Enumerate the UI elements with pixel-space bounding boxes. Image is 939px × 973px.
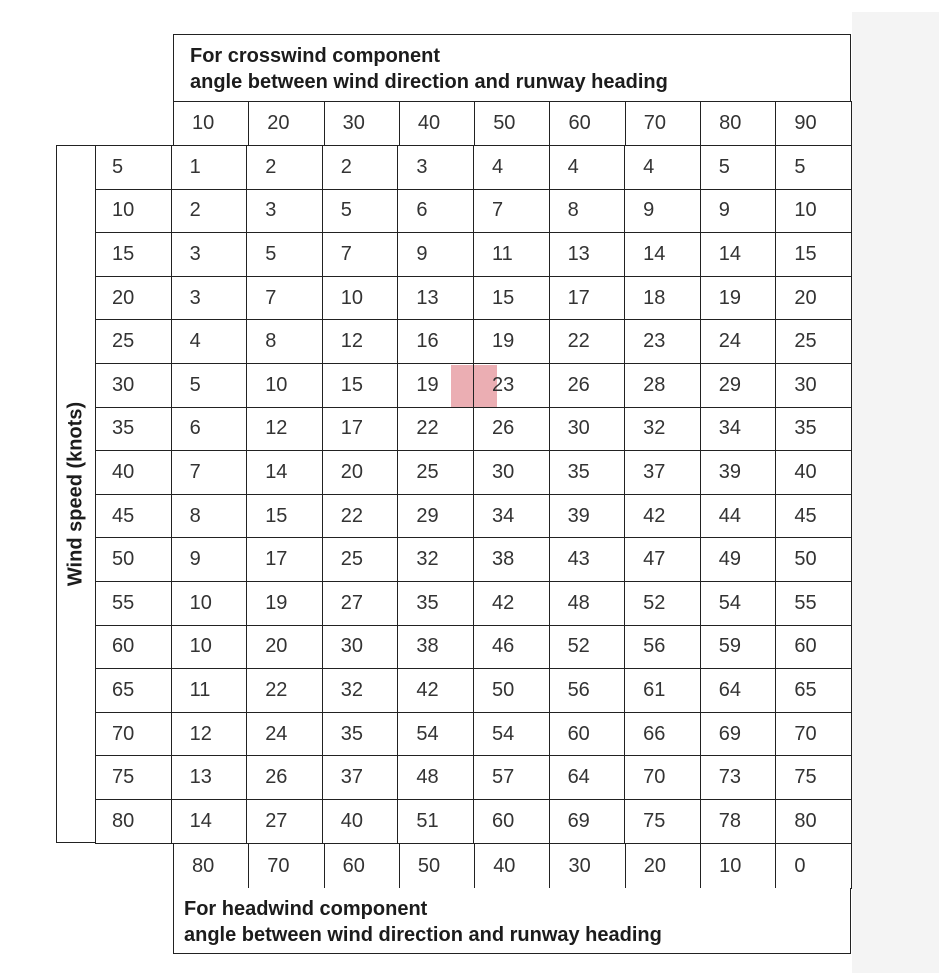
component-value-cell: 19 [247,581,323,625]
component-value-cell: 45 [776,494,852,538]
component-value-cell: 22 [549,320,625,364]
wind-speed-cell: 30 [96,363,172,407]
component-value-cell: 15 [473,276,549,320]
component-value-cell: 56 [549,669,625,713]
table-row [96,276,852,320]
component-value-cell: 34 [700,407,776,451]
headwind-footer-title: For headwind component [184,898,428,920]
component-value-cell: 39 [700,451,776,495]
component-value-cell: 42 [625,494,701,538]
component-value-cell: 13 [398,276,474,320]
component-value-cell: 25 [776,320,852,364]
table-row [96,538,852,582]
component-value-cell: 26 [473,407,549,451]
component-value-cell: 3 [247,189,323,233]
component-value-cell: 2 [322,146,398,190]
component-value-cell: 32 [625,407,701,451]
component-value-cell: 19 [473,320,549,364]
component-value-cell: 15 [322,363,398,407]
component-value-cell: 8 [247,320,323,364]
component-value-cell: 11 [473,233,549,277]
component-value-cell: 12 [322,320,398,364]
component-value-cell: 17 [549,276,625,320]
crosswind-header-title: For crosswind component [190,45,441,67]
component-value-cell: 48 [398,756,474,800]
crosswind-angle-cell: 50 [475,102,550,146]
crosswind-header [173,34,851,101]
component-value-cell: 54 [398,712,474,756]
component-value-cell: 9 [398,233,474,277]
component-value-cell: 3 [398,146,474,190]
table-row [96,799,852,843]
component-value-cell: 18 [625,276,701,320]
component-value-cell: 70 [625,756,701,800]
component-value-cell: 30 [776,363,852,407]
component-value-cell: 6 [398,189,474,233]
component-value-cell: 75 [625,799,701,843]
component-value-cell: 9 [171,538,247,582]
component-value-cell: 5 [171,363,247,407]
table-row [96,712,852,756]
component-value-cell: 6 [171,407,247,451]
component-value-cell: 3 [171,233,247,277]
component-value-cell: 69 [549,799,625,843]
component-value-cell: 52 [549,625,625,669]
component-value-cell: 10 [247,363,323,407]
component-value-cell: 14 [171,799,247,843]
component-value-cell: 50 [473,669,549,713]
component-value-cell: 73 [700,756,776,800]
component-value-cell: 29 [700,363,776,407]
component-value-cell: 22 [398,407,474,451]
component-value-cell: 37 [322,756,398,800]
component-value-cell: 48 [549,581,625,625]
component-value-cell: 24 [700,320,776,364]
component-value-cell: 50 [776,538,852,582]
component-value-cell: 20 [776,276,852,320]
component-value-cell: 37 [625,451,701,495]
component-value-cell: 43 [549,538,625,582]
table-row [96,233,852,277]
component-value-cell: 52 [625,581,701,625]
component-value-cell: 75 [776,756,852,800]
component-value-cell: 35 [776,407,852,451]
component-value-cell: 25 [398,451,474,495]
table-row [96,756,852,800]
component-value-cell: 19 [398,363,474,407]
component-value-cell: 60 [473,799,549,843]
table-row [96,363,852,407]
component-value-cell: 56 [625,625,701,669]
wind-speed-cell: 25 [96,320,172,364]
headwind-angle-cell: 50 [399,844,474,889]
component-value-cell: 2 [171,189,247,233]
component-value-cell: 5 [700,146,776,190]
component-value-cell: 10 [171,625,247,669]
component-value-cell: 38 [473,538,549,582]
component-value-cell: 54 [700,581,776,625]
component-value-cell: 8 [549,189,625,233]
component-value-cell: 9 [625,189,701,233]
wind-speed-cell: 75 [96,756,172,800]
headwind-angle-cell: 60 [324,844,399,889]
component-value-cell: 13 [549,233,625,277]
component-value-cell: 51 [398,799,474,843]
crosswind-angle-cell: 40 [399,102,474,146]
component-value-cell: 30 [473,451,549,495]
wind-speed-cell: 10 [96,189,172,233]
table-row [96,320,852,364]
component-value-cell: 65 [776,669,852,713]
wind-speed-cell: 35 [96,407,172,451]
component-value-cell: 20 [322,451,398,495]
wind-speed-axis [56,145,95,843]
table-row [96,189,852,233]
crosswind-angle-cell: 80 [701,102,776,146]
component-value-cell: 17 [247,538,323,582]
headwind-angle-cell: 10 [701,844,776,889]
component-value-cell: 35 [549,451,625,495]
component-value-cell: 26 [247,756,323,800]
component-value-cell: 14 [700,233,776,277]
component-value-cell: 38 [398,625,474,669]
component-value-cell: 32 [398,538,474,582]
component-value-cell: 17 [322,407,398,451]
crosswind-angle-row [173,101,852,146]
component-value-cell: 70 [776,712,852,756]
component-value-cell: 32 [322,669,398,713]
component-value-cell: 27 [247,799,323,843]
component-value-cell: 30 [322,625,398,669]
component-value-cell: 47 [625,538,701,582]
wind-speed-cell: 65 [96,669,172,713]
wind-speed-cell: 60 [96,625,172,669]
component-value-cell: 27 [322,581,398,625]
table-row [96,451,852,495]
wind-speed-cell: 40 [96,451,172,495]
component-value-cell: 7 [322,233,398,277]
table-row [96,494,852,538]
crosswind-angle-cell: 90 [776,102,851,146]
crosswind-angle-cell: 60 [550,102,625,146]
component-value-cell: 29 [398,494,474,538]
wind-component-table [95,145,852,844]
component-value-cell: 7 [247,276,323,320]
component-value-cell: 66 [625,712,701,756]
component-value-cell: 7 [171,451,247,495]
component-value-cell: 4 [171,320,247,364]
component-value-cell: 69 [700,712,776,756]
component-value-cell: 24 [247,712,323,756]
component-value-cell: 1 [171,146,247,190]
wind-speed-cell: 70 [96,712,172,756]
component-value-cell: 7 [473,189,549,233]
table-row [96,407,852,451]
headwind-angle-cell: 20 [625,844,700,889]
component-value-cell: 25 [322,538,398,582]
component-value-cell: 20 [247,625,323,669]
component-value-cell: 12 [171,712,247,756]
wind-speed-cell: 20 [96,276,172,320]
component-value-cell: 13 [171,756,247,800]
component-value-cell: 64 [700,669,776,713]
component-value-cell: 34 [473,494,549,538]
wind-speed-cell: 55 [96,581,172,625]
component-value-cell: 59 [700,625,776,669]
component-value-cell: 80 [776,799,852,843]
wind-speed-cell: 80 [96,799,172,843]
component-value-cell: 10 [776,189,852,233]
component-value-cell: 4 [473,146,549,190]
component-value-cell: 8 [171,494,247,538]
component-value-cell: 35 [322,712,398,756]
component-value-cell: 64 [549,756,625,800]
component-value-cell: 23 [473,363,549,407]
component-value-cell: 2 [247,146,323,190]
component-value-cell: 30 [549,407,625,451]
component-value-cell: 14 [625,233,701,277]
component-value-cell: 14 [247,451,323,495]
component-value-cell: 19 [700,276,776,320]
component-value-cell: 78 [700,799,776,843]
headwind-footer-subtitle: angle between wind direction and runway heading [184,924,662,946]
wind-speed-cell: 5 [96,146,172,190]
component-value-cell: 42 [473,581,549,625]
headwind-angle-cell: 40 [475,844,550,889]
crosswind-angle-cell: 10 [174,102,249,146]
component-value-cell: 15 [776,233,852,277]
component-value-cell: 46 [473,625,549,669]
page-edge-shadow [852,12,939,973]
component-value-cell: 12 [247,407,323,451]
crosswind-angle-cell: 20 [249,102,324,146]
component-value-cell: 54 [473,712,549,756]
crosswind-angle-cell: 70 [625,102,700,146]
crosswind-header-subtitle: angle between wind direction and runway heading [190,71,668,93]
component-value-cell: 22 [247,669,323,713]
component-value-cell: 49 [700,538,776,582]
component-value-cell: 10 [322,276,398,320]
component-value-cell: 26 [549,363,625,407]
headwind-angle-cell: 70 [249,844,324,889]
wind-speed-axis-label: Wind speed (knots) [64,401,87,587]
table-row [96,146,852,190]
component-value-cell: 60 [549,712,625,756]
component-value-cell: 42 [398,669,474,713]
table-row [96,625,852,669]
component-value-cell: 61 [625,669,701,713]
component-value-cell: 16 [398,320,474,364]
crosswind-angle-cell: 30 [324,102,399,146]
component-value-cell: 4 [625,146,701,190]
component-value-cell: 55 [776,581,852,625]
wind-speed-cell: 15 [96,233,172,277]
headwind-angle-cell: 0 [776,844,851,889]
headwind-footer [173,888,851,954]
component-value-cell: 35 [398,581,474,625]
table-row [96,581,852,625]
headwind-angle-cell: 30 [550,844,625,889]
component-value-cell: 10 [171,581,247,625]
component-value-cell: 40 [776,451,852,495]
component-value-cell: 39 [549,494,625,538]
component-value-cell: 4 [549,146,625,190]
component-value-cell: 40 [322,799,398,843]
component-value-cell: 3 [171,276,247,320]
component-value-cell: 23 [625,320,701,364]
component-value-cell: 5 [776,146,852,190]
component-value-cell: 15 [247,494,323,538]
wind-speed-cell: 50 [96,538,172,582]
headwind-angle-row [173,843,852,889]
headwind-angle-cell: 80 [174,844,249,889]
component-value-cell: 5 [247,233,323,277]
component-value-cell: 57 [473,756,549,800]
wind-speed-cell: 45 [96,494,172,538]
table-row [96,669,852,713]
component-value-cell: 44 [700,494,776,538]
component-value-cell: 11 [171,669,247,713]
component-value-cell: 22 [322,494,398,538]
component-value-cell: 60 [776,625,852,669]
component-value-cell: 5 [322,189,398,233]
component-value-cell: 28 [625,363,701,407]
component-value-cell: 9 [700,189,776,233]
